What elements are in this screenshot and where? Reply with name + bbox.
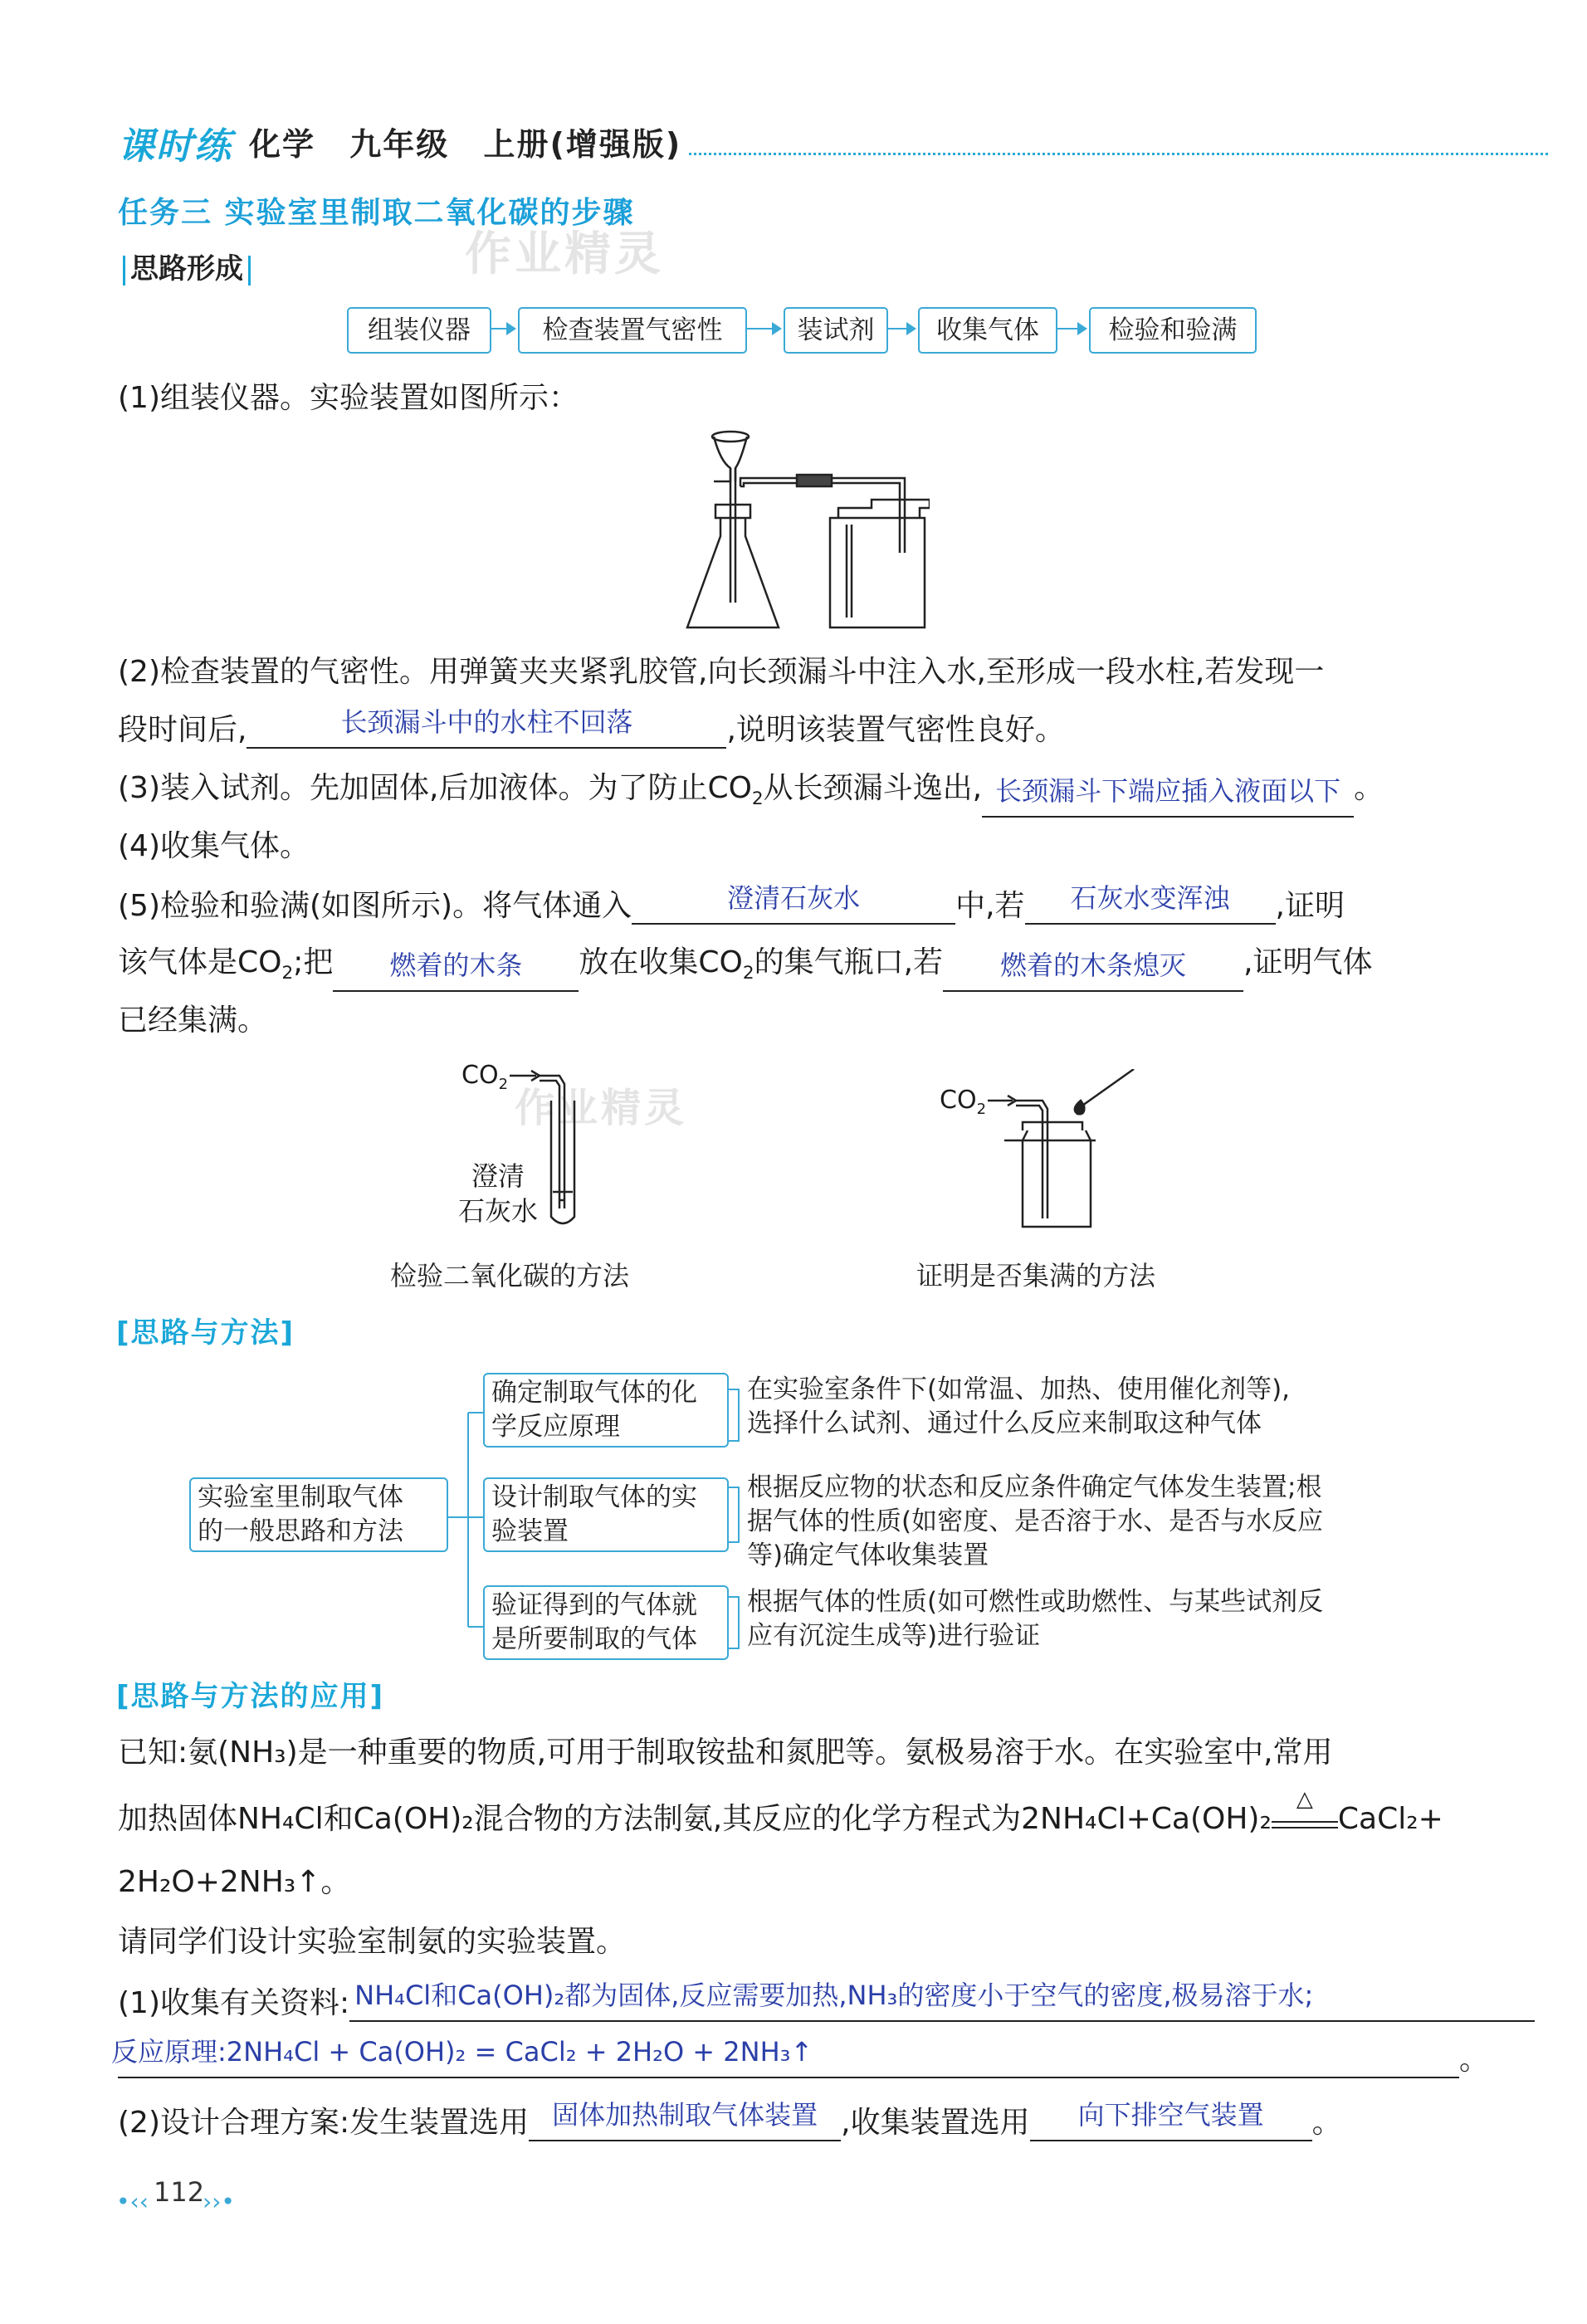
flow-step-check: 检验和验满 [1089, 307, 1257, 354]
app-q1-answer1: NH₄Cl和Ca(OH)₂都为固体,反应需要加热,NH₃的密度小于空气的密度,极易溶于水; [354, 1980, 1314, 2011]
mindmap-branch-apparatus [483, 1477, 729, 1552]
flow-step-airtight: 检查装置气密性 [518, 307, 747, 354]
mindmap-desc-apparatus [747, 1471, 1323, 1573]
q5-answer2: 石灰水变浑浊 [1070, 882, 1230, 914]
task-title: 任务三 实验室里制取二氧化碳的步骤 [118, 196, 635, 230]
app-q1-answer2: 反应原理:2NH₄Cl + Ca(OH)₂ = CaCl₂ + 2H₂O + 2NH₃↑ [111, 2036, 813, 2068]
branch1-line2: 学反应原理 [491, 1412, 620, 1442]
q3-answer: 长颈漏斗下端应插入液面以下 [995, 775, 1341, 808]
desc3-line2: 应有沉淀生成等)进行验证 [747, 1621, 1041, 1651]
watermark: 作业精灵 [465, 227, 664, 281]
q5-line2-mid2: 放在收集CO [579, 945, 743, 979]
branch3-line1: 验证得到的气体就 [491, 1590, 697, 1620]
flow-step-reagent: 装试剂 [784, 307, 888, 354]
fig-left-caption: 检验二氧化碳的方法 [390, 1260, 630, 1291]
q5-answer4: 燃着的木条熄灭 [1000, 950, 1187, 982]
fig-right-co2-sub: 2 [976, 1101, 987, 1118]
q5-pre: (5)检验和验满(如图所示)。将气体通入 [118, 889, 632, 923]
app-q1-blank2 [111, 2036, 1459, 2078]
q3-sub: 2 [751, 788, 764, 810]
q5-line2-pre: 该气体是CO [118, 945, 282, 979]
section-method: [思路与方法] [116, 1316, 295, 1350]
q1-text: (1)组装仪器。实验装置如图所示： [118, 381, 579, 415]
fig-right-co2-text: CO [940, 1086, 977, 1115]
flow-step-assemble: 组装仪器 [347, 307, 491, 354]
q4-text: (4)收集气体。 [118, 829, 310, 863]
mindmap-branch-principle [483, 1373, 729, 1448]
branch1-line1: 确定制取气体的化 [491, 1378, 697, 1408]
q5-mid1: 中,若 [955, 889, 1025, 923]
fig-left-lime1: 澄清 [471, 1160, 525, 1192]
mindmap-desc-principle [747, 1373, 1290, 1441]
app-q2-pre: (2)设计合理方案:发生装置选用 [118, 2106, 530, 2140]
app-q2-blank1 [529, 2099, 841, 2141]
app-q2-line [118, 2099, 1342, 2141]
fig-left-co2-text: CO [461, 1061, 499, 1090]
desc2-line1: 根据反应物的状态和反应条件确定气体发生装置;根 [747, 1472, 1322, 1502]
series-logo: 课时练 [118, 125, 232, 168]
header-subject: 化学 [249, 126, 316, 163]
mindmap-branch-verify [483, 1585, 729, 1660]
flow-step-collect: 收集气体 [918, 307, 1057, 354]
apply-line2-text: 加热固体NH₄Cl和Ca(OH)₂混合物的方法制氨,其反应的化学方程式为2NH₄Cl+Ca(OH)₂ [118, 1802, 1272, 1836]
app-q1-label: (1)收集有关资料: [118, 1986, 350, 2020]
q2-answer: 长颈漏斗中的水柱不回落 [340, 706, 633, 738]
desc3-line1: 根据气体的性质(如可燃性或助燃性、与某些试剂反 [747, 1587, 1324, 1617]
page-number: 112 [154, 2176, 205, 2208]
header-grade: 九年级 [349, 126, 450, 163]
q5-post1: ,证明 [1275, 889, 1345, 923]
fig-left-lime2: 石灰水 [458, 1195, 539, 1227]
app-q2-mid: ,收集装置选用 [841, 2106, 1030, 2140]
desc2-line3: 等)确定气体收集装置 [747, 1540, 989, 1570]
q5-line3: 已经集满。 [118, 1003, 268, 1038]
app-q1-end: 。 [1459, 2043, 1490, 2077]
q5-answer3: 燃着的木条 [389, 950, 523, 982]
delta-symbol: △ [1296, 1787, 1313, 1812]
app-q2-answer1: 固体加热制取气体装置 [552, 2099, 818, 2131]
equals-bar [1272, 1821, 1338, 1828]
desc1-line1: 在实验室条件下(如常温、加热、使用催化剂等), [747, 1374, 1291, 1404]
app-q1-line2 [111, 2036, 1490, 2078]
app-q2-blank2 [1030, 2099, 1312, 2141]
q5-line2-mid: ;把 [293, 945, 334, 979]
page-number-decoration-right: ››• [203, 2188, 235, 2215]
branch3-line2: 是所要制取的气体 [491, 1624, 697, 1654]
fig-left-co2-sub: 2 [498, 1076, 509, 1093]
page-number-decoration-left: •‹‹ [116, 2188, 149, 2215]
apply-line1: 已知:氨(NH₃)是一种重要的物质,可用于制取铵盐和氮肥等。氨极易溶于水。在实验室中,常用 [118, 1736, 1333, 1770]
q5-answer1: 澄清石灰水 [727, 882, 861, 914]
section-apply: [思路与方法的应用] [116, 1680, 385, 1713]
q5-sub2: 2 [742, 963, 754, 984]
section-thinking-label: 思路形成 [130, 252, 243, 286]
apply-line4: 请同学们设计实验室制氨的实验装置。 [118, 1925, 627, 1959]
q3-mid: 从长颈漏斗逸出, [763, 771, 983, 805]
desc2-line2: 据气体的性质(如密度、是否溶于水、是否与水反应 [747, 1506, 1324, 1536]
branch2-line2: 验装置 [491, 1516, 569, 1546]
app-q2-answer2: 向下排空气装置 [1077, 2099, 1264, 2131]
mindmap-root-line1: 实验室里制取气体 [198, 1482, 403, 1512]
app-q1-blank1 [349, 1980, 1535, 2022]
fig-right-caption: 证明是否集满的方法 [916, 1260, 1156, 1291]
q3-post: 。 [1354, 771, 1384, 805]
apply-line3: 2H₂O+2NH₃↑。 [118, 1865, 351, 1899]
q2-line1: (2)检查装置的气密性。用弹簧夹夹紧乳胶管,向长颈漏斗中注入水,至形成一段水柱,若发现一 [118, 655, 1325, 689]
q2-post: ,说明该装置气密性良好。 [726, 713, 1065, 747]
q3-pre: (3)装入试剂。先加固体,后加液体。为了防止CO [118, 771, 752, 805]
apply-line2-eq: CaCl₂+ [1337, 1802, 1443, 1836]
app-q2-post: 。 [1311, 2106, 1342, 2140]
app-q1-line1 [118, 1980, 1535, 2022]
mindmap-desc-verify [747, 1585, 1323, 1653]
q5-line2-mid3: 的集气瓶口,若 [754, 945, 944, 979]
q5-line2-post: ,证明气体 [1243, 945, 1373, 979]
header-volume: 上册(增强版) [483, 126, 682, 163]
watermark-2: 作业精灵 [515, 1085, 688, 1131]
apply-line2 [118, 1787, 1443, 1838]
desc1-line2: 选择什么试剂、通过什么反应来制取这种气体 [747, 1409, 1262, 1438]
q2-pre: 段时间后, [118, 713, 247, 747]
branch2-line1: 设计制取气体的实 [491, 1482, 697, 1512]
heat-arrow [1272, 1787, 1338, 1828]
mindmap-root-line2: 的一般思路和方法 [198, 1516, 403, 1546]
q5-sub1: 2 [281, 963, 294, 984]
mindmap-root [189, 1477, 448, 1552]
